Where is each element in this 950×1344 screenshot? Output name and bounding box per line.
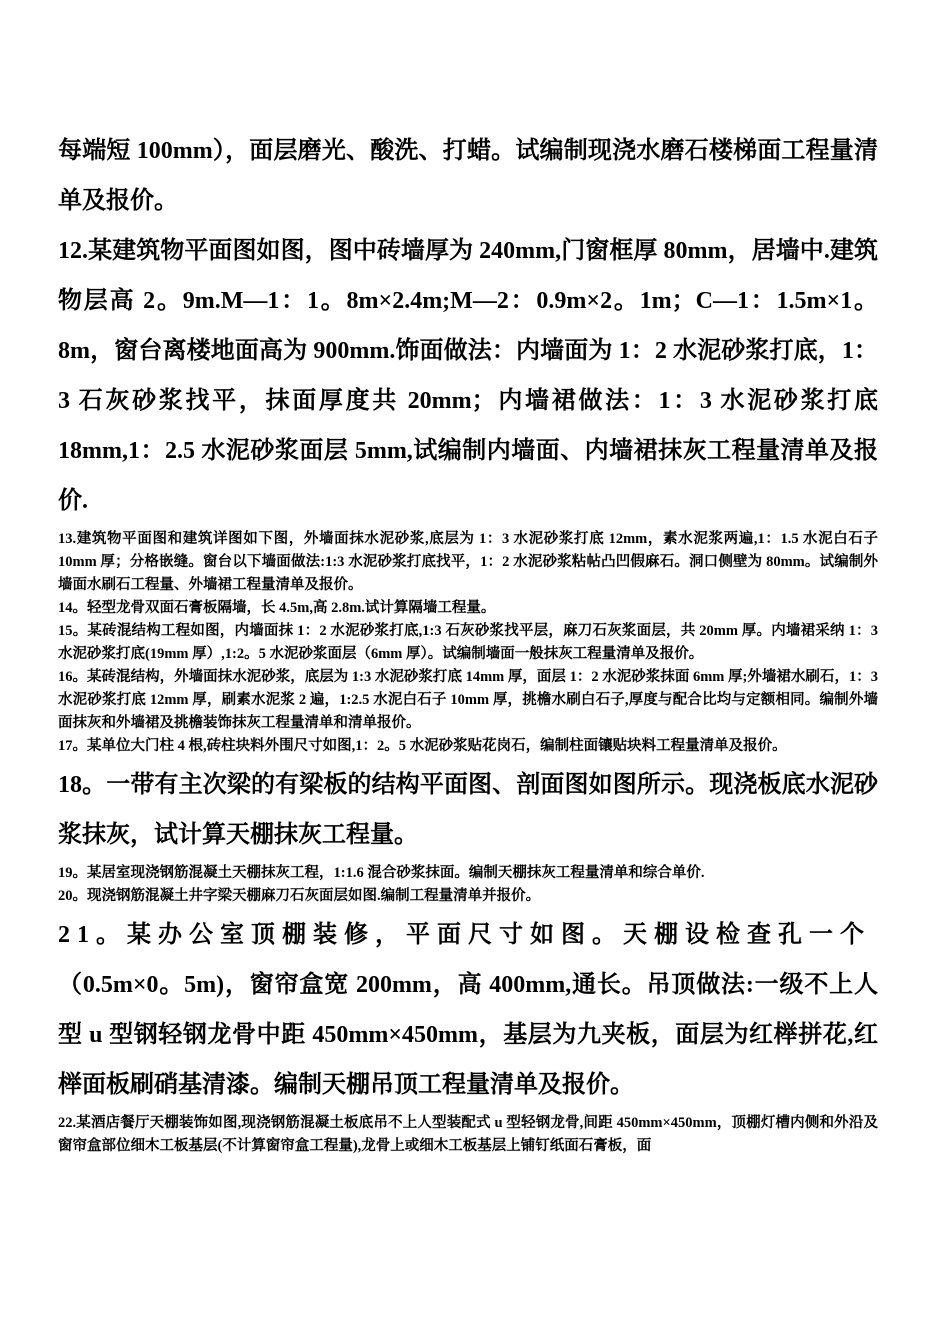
document-body [58, 126, 878, 1158]
paragraph-16: 16。某砖混结构，外墙面抹水泥砂浆，底层为 1:3 水泥砂浆打底 14mm 厚，面层 1：2 水泥砂浆抹面 6mm 厚;外墙裙水刷石，1：3 水泥砂浆打底 12mm 厚，刷素水泥浆 2 遍，1:2.5 水泥白石子 10mm 厚，挑檐水刷白石子,厚度与配合比均与定额相同。编制外墙面抹灰和外墙裙及挑檐装饰抹灰工程量清单和清单报价。 [58, 669, 878, 731]
paragraph-15: 15。某砖混结构工程如图，内墙面抹 1：2 水泥砂浆打底,1:3 石灰砂浆找平层，麻刀石灰浆面层，共 20mm 厚。内墙裙采纳 1：3 水泥砂浆打底(19mm 厚）,1:2。5 水泥砂浆面层（6mm 厚）。试编制墙面一般抹灰工程量清单及报价。 [58, 623, 878, 662]
paragraph-21-first-line: 21。某办公室顶棚装修，平面尺寸如图。天棚设检查孔一个 [58, 922, 871, 948]
paragraph-18: 18。一带有主次梁的有梁板的结构平面图、剖面图如图所示。现浇板底水泥砂浆抹灰，试计算天棚抹灰工程量。 [58, 772, 878, 848]
paragraph-11-continuation: 每端短 100mm），面层磨光、酸洗、打蜡。试编制现浇水磨石楼梯面工程量清单及报价。 [58, 138, 878, 214]
paragraph-14: 14。轻型龙骨双面石膏板隔墙，长 4.5m,高 2.8m.试计算隔墙工程量。 [58, 600, 496, 616]
paragraph-22: 22.某酒店餐厅天棚装饰如图,现浇钢筋混凝土板底吊不上人型装配式 u 型轻钢龙骨,间距 450mm×450mm，顶棚灯槽内侧和外沿及窗帘盒部位细木工板基层(不计算窗帘盒工程量),龙骨上或细木工板基层上铺钉纸面石膏板，面 [58, 1115, 878, 1154]
paragraph-20: 20。现浇钢筋混凝土井字梁天棚麻刀石灰面层如图.编制工程量清单并报价。 [58, 888, 541, 904]
paragraph-12: 12.某建筑物平面图如图，图中砖墙厚为 240mm,门窗框厚 80mm，居墙中.建筑物层高 2。9m.M—1：1。8m×2.4m;M—2：0.9m×2。1m；C—1：1.5m×1。8m，窗台离楼地面高为 900mm.饰面做法：内墙面为 1：2 水泥砂浆打底，1：3 石灰砂浆找平，抹面厚度共 20mm；内墙裙做法：1：3 水泥砂浆打底 18mm,1：2.5 水泥砂浆面层 5mm,试编制内墙面、内墙裙抹灰工程量清单及报价. [58, 238, 878, 514]
paragraph-17: 17。某单位大门柱 4 根,砖柱块料外围尺寸如图,1：2。5 水泥砂浆贴花岗石，编制柱面镶贴块料工程量清单及报价。 [58, 738, 787, 754]
paragraph-21-rest: （0.5m×0。5m)，窗帘盒宽 200mm，高 400mm,通长。吊顶做法:一级不上人型 u 型钢轻钢龙骨中距 450mm×450mm，基层为九夹板，面层为红榉拼花,红榉面板刷硝基清漆。编制天棚吊顶工程量清单及报价。 [58, 972, 878, 1098]
paragraph-13: 13.建筑物平面图和建筑详图如下图，外墙面抹水泥砂浆,底层为 1：3 水泥砂浆打底 12mm，素水泥浆两遍,1：1.5 水泥白石子 10mm 厚；分格嵌缝。窗台以下墙面做法:1:3 水泥砂浆打底找平，1：2 水泥砂浆粘帖凸凹假麻石。洞口侧壁为 80mm。试编制外墙面水刷石工程量、外墙裙工程量清单及报价。 [58, 531, 878, 593]
paragraph-19: 19。某居室现浇钢筋混凝土天棚抹灰工程，1:1.6 混合砂浆抹面。编制天棚抹灰工程量清单和综合单价. [58, 865, 705, 881]
